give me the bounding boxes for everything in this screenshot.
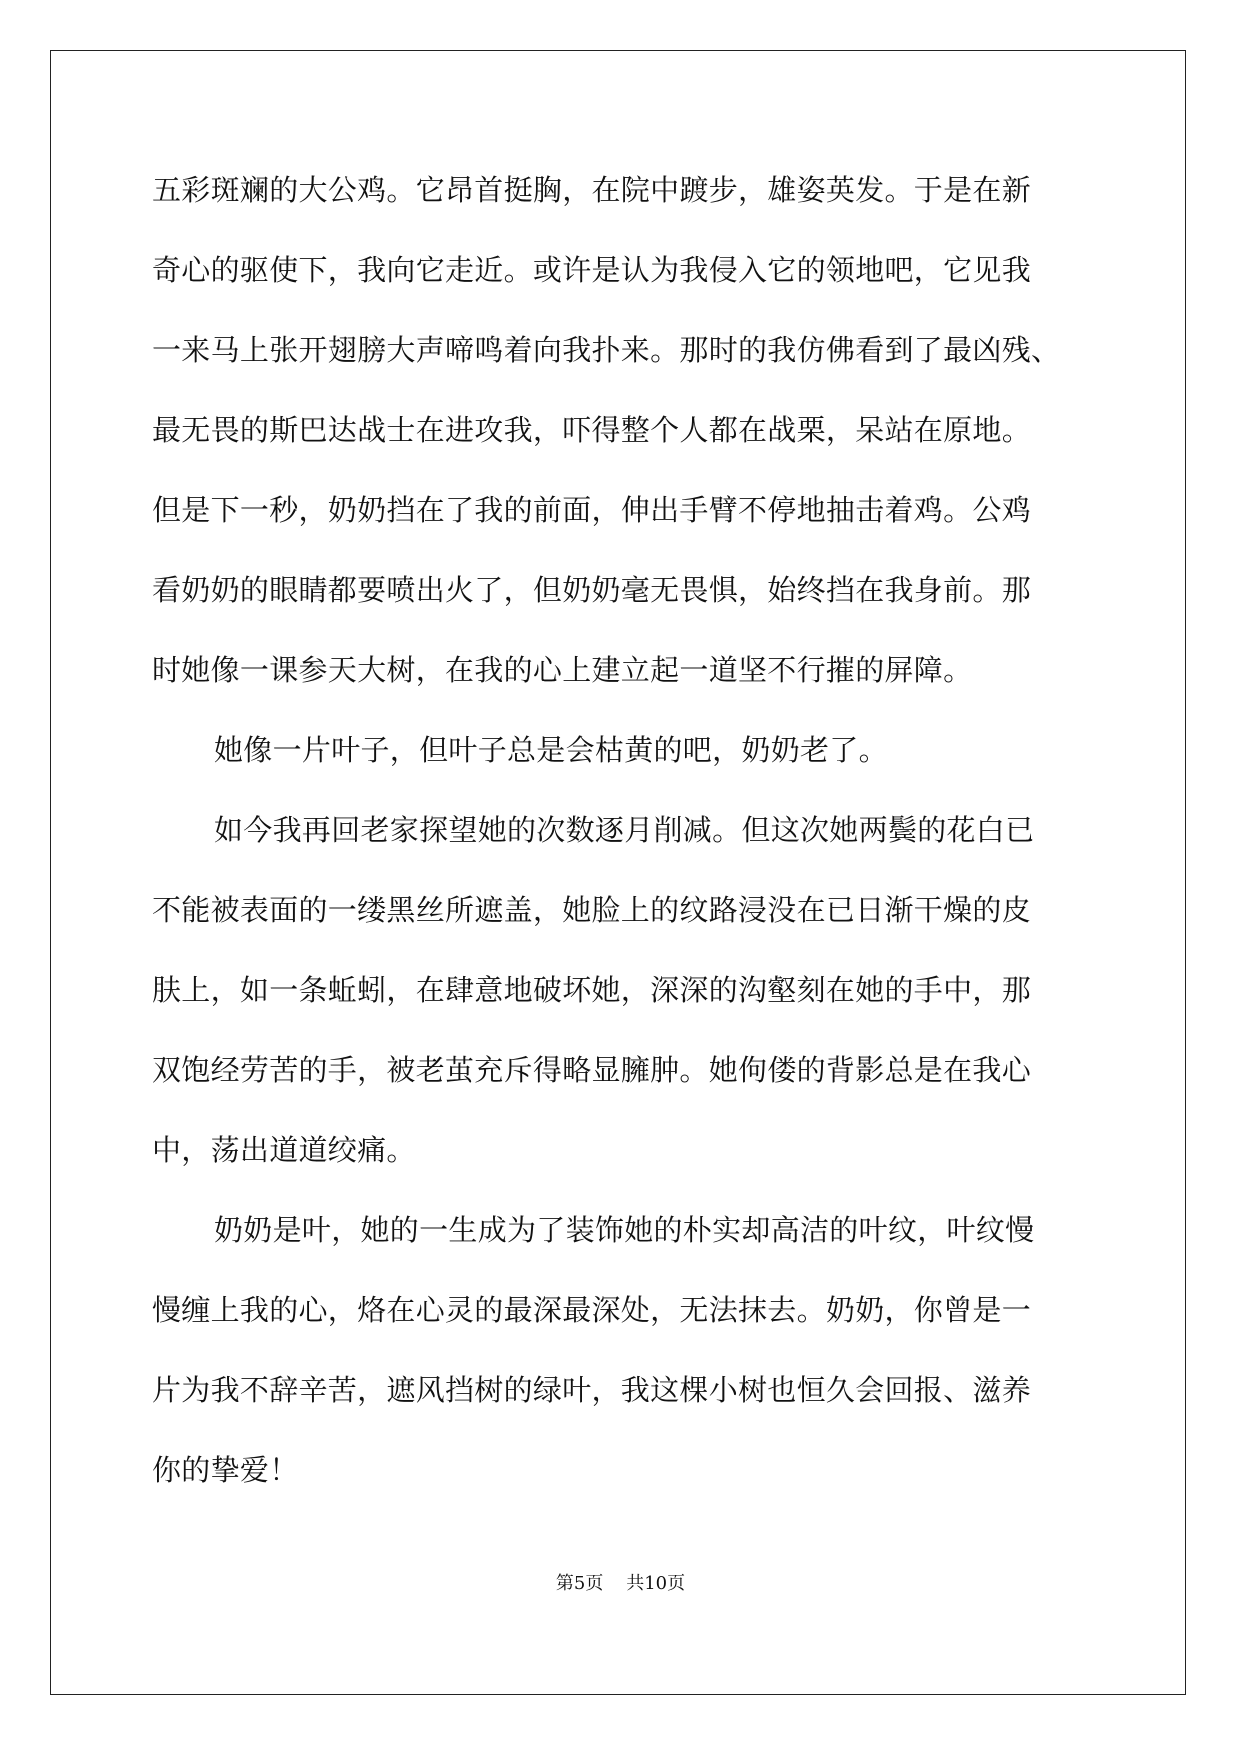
text-line: 肤上，如一条蚯蚓，在肆意地破坏她，深深的沟壑刻在她的手中，那 [152,973,1032,1007]
paragraph-start-line: 如今我再回老家探望她的次数逐月削减。但这次她两鬓的花白已 [214,813,1035,847]
text-line: 中，荡出道道绞痛。 [152,1133,416,1167]
text-line: 时她像一课参天大树，在我的心上建立起一道坚不行摧的屏障。 [152,653,973,687]
text-line: 慢缠上我的心，烙在心灵的最深最深处，无法抹去。奶奶，你曾是一 [152,1293,1032,1327]
text-line: 看奶奶的眼睛都要喷出火了，但奶奶毫无畏惧，始终挡在我身前。那 [152,573,1032,607]
page-footer [0,1570,1241,1598]
text-line: 你的挚爱！ [152,1453,299,1487]
text-line: 不能被表面的一缕黑丝所遮盖，她脸上的纹路浸没在已日渐干燥的皮 [152,893,1032,927]
paragraph-start-line: 她像一片叶子，但叶子总是会枯黄的吧，奶奶老了。 [214,733,888,767]
text-line: 五彩斑斓的大公鸡。它昂首挺胸，在院中踱步，雄姿英发。于是在新 [152,173,1032,207]
text-line: 但是下一秒，奶奶挡在了我的前面，伸出手臂不停地抽击着鸡。公鸡 [152,493,1032,527]
text-line: 一来马上张开翅膀大声啼鸣着向我扑来。那时的我仿佛看到了最凶残、 [152,333,1061,367]
text-line: 奇心的驱使下，我向它走近。或许是认为我侵入它的领地吧，它见我 [152,253,1032,287]
paragraph-start-line: 奶奶是叶，她的一生成为了装饰她的朴实却高洁的叶纹，叶纹慢 [214,1213,1035,1247]
text-line: 片为我不辞辛苦，遮风挡树的绿叶，我这棵小树也恒久会回报、滋养 [152,1373,1032,1407]
text-line: 双饱经劳苦的手，被老茧充斥得略显臃肿。她佝偻的背影总是在我心 [152,1053,1032,1087]
page-total: 共10页 [626,1573,686,1594]
text-line: 最无畏的斯巴达战士在进攻我，吓得整个人都在战栗，呆站在原地。 [152,413,1032,447]
page-number: 第5页 [555,1573,604,1594]
document-body [152,164,1092,1524]
